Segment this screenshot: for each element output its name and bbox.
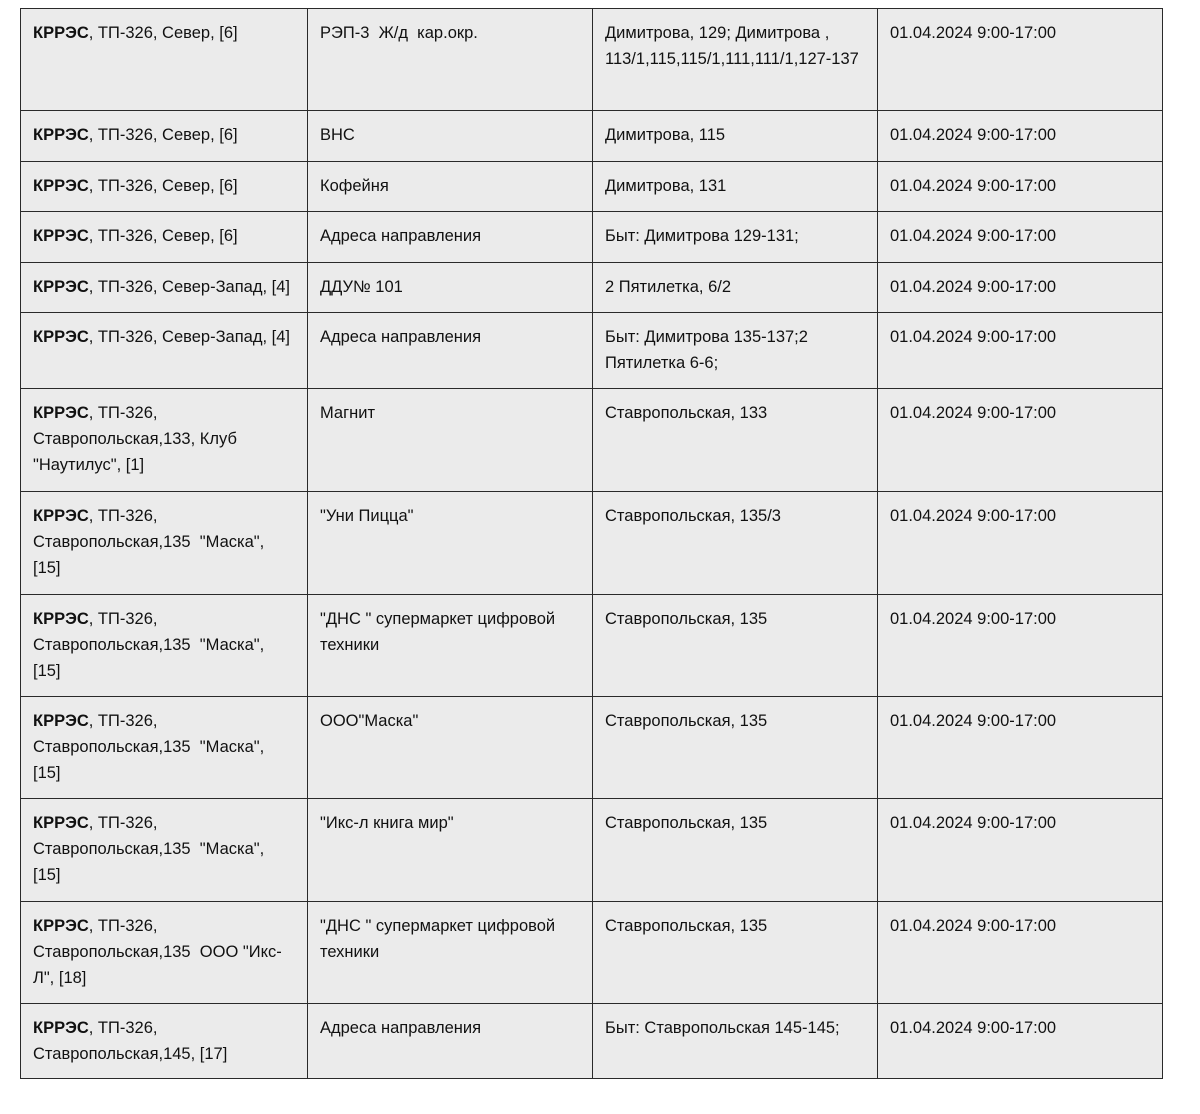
consumer-cell: ВНС	[308, 111, 593, 162]
time-cell: 01.04.2024 9:00-17:00	[878, 902, 1163, 1004]
feeder-cell	[21, 799, 308, 902]
time-cell: 01.04.2024 9:00-17:00	[878, 313, 1163, 389]
feeder-cell	[21, 263, 308, 313]
org-name: КРРЭС	[33, 814, 89, 832]
feeder-cell	[21, 697, 308, 799]
address-cell: Ставропольская, 135/3	[593, 492, 878, 595]
time-cell: 01.04.2024 9:00-17:00	[878, 1004, 1163, 1079]
org-name: КРРЭС	[33, 328, 89, 346]
org-name: КРРЭС	[33, 278, 89, 296]
org-name: КРРЭС	[33, 712, 89, 730]
time-cell: 01.04.2024 9:00-17:00	[878, 492, 1163, 595]
consumer-cell: Кофейня	[308, 162, 593, 212]
feeder-text: , ТП-326, Север, [6]	[88, 177, 238, 195]
table-row	[21, 595, 1163, 697]
feeder-text: , ТП-326, Север, [6]	[88, 24, 238, 42]
table-row	[21, 263, 1163, 313]
org-name: КРРЭС	[33, 24, 89, 42]
address-cell: Димитрова, 131	[593, 162, 878, 212]
table-row	[21, 111, 1163, 162]
org-name: КРРЭС	[33, 404, 89, 422]
consumer-cell: "ДНС " супермаркет цифровой техники	[308, 595, 593, 697]
consumer-cell: Адреса направления	[308, 212, 593, 263]
table-row	[21, 212, 1163, 263]
address-cell: 2 Пятилетка, 6/2	[593, 263, 878, 313]
consumer-cell: РЭП-3 Ж/д кар.окр.	[308, 9, 593, 111]
org-name: КРРЭС	[33, 126, 89, 144]
table-row	[21, 1004, 1163, 1079]
consumer-cell: "ДНС " супермаркет цифровой техники	[308, 902, 593, 1004]
table-row	[21, 492, 1163, 595]
consumer-cell: "Уни Пицца"	[308, 492, 593, 595]
consumer-cell: Адреса направления	[308, 313, 593, 389]
address-cell: Ставропольская, 133	[593, 389, 878, 492]
address-cell: Быт: Димитрова 129-131;	[593, 212, 878, 263]
time-cell: 01.04.2024 9:00-17:00	[878, 799, 1163, 902]
feeder-cell	[21, 492, 308, 595]
org-name: КРРЭС	[33, 227, 89, 245]
feeder-cell	[21, 212, 308, 263]
feeder-text: , ТП-326, Север, [6]	[88, 126, 238, 144]
feeder-cell	[21, 389, 308, 492]
feeder-text: , ТП-326, Север-Запад, [4]	[88, 278, 290, 296]
address-cell: Ставропольская, 135	[593, 697, 878, 799]
org-name: КРРЭС	[33, 610, 89, 628]
table-row	[21, 799, 1163, 902]
address-cell: Быт: Димитрова 135-137;2 Пятилетка 6-6;	[593, 313, 878, 389]
table-row	[21, 162, 1163, 212]
consumer-cell: ООО"Маска"	[308, 697, 593, 799]
feeder-cell	[21, 902, 308, 1004]
address-cell: Димитрова, 115	[593, 111, 878, 162]
time-cell: 01.04.2024 9:00-17:00	[878, 389, 1163, 492]
org-name: КРРЭС	[33, 1019, 89, 1037]
consumer-cell: Адреса направления	[308, 1004, 593, 1079]
time-cell: 01.04.2024 9:00-17:00	[878, 263, 1163, 313]
feeder-text: , ТП-326, Ставропольская,145, [17]	[33, 1019, 228, 1063]
time-cell: 01.04.2024 9:00-17:00	[878, 595, 1163, 697]
feeder-text: , ТП-326, Ставропольская,133, Клуб "Наутилус", [1]	[33, 404, 242, 474]
table-row	[21, 313, 1163, 389]
address-cell: Ставропольская, 135	[593, 902, 878, 1004]
consumer-cell: "Икс-л книга мир"	[308, 799, 593, 902]
feeder-text: , ТП-326, Север-Запад, [4]	[88, 328, 290, 346]
feeder-cell	[21, 1004, 308, 1079]
time-cell: 01.04.2024 9:00-17:00	[878, 697, 1163, 799]
time-cell: 01.04.2024 9:00-17:00	[878, 212, 1163, 263]
table-row	[21, 697, 1163, 799]
feeder-text: , ТП-326, Север, [6]	[88, 227, 238, 245]
feeder-text: , ТП-326, Ставропольская,135 "Маска", [15]	[33, 507, 269, 577]
org-name: КРРЭС	[33, 177, 89, 195]
feeder-text: , ТП-326, Ставропольская,135 ООО "Икс-Л", [18]	[33, 917, 282, 987]
org-name: КРРЭС	[33, 917, 89, 935]
table-row	[21, 9, 1163, 111]
feeder-cell	[21, 595, 308, 697]
feeder-cell	[21, 162, 308, 212]
feeder-text: , ТП-326, Ставропольская,135 "Маска", [15]	[33, 712, 269, 782]
table-row	[21, 902, 1163, 1004]
time-cell: 01.04.2024 9:00-17:00	[878, 9, 1163, 111]
address-cell: Ставропольская, 135	[593, 799, 878, 902]
feeder-text: , ТП-326, Ставропольская,135 "Маска", [15]	[33, 610, 269, 680]
address-cell: Димитрова, 129; Димитрова , 113/1,115,115/1,111,111/1,127-137	[593, 9, 878, 111]
consumer-cell: ДДУ№ 101	[308, 263, 593, 313]
org-name: КРРЭС	[33, 507, 89, 525]
time-cell: 01.04.2024 9:00-17:00	[878, 162, 1163, 212]
consumer-cell: Магнит	[308, 389, 593, 492]
feeder-cell	[21, 9, 308, 111]
table-row	[21, 389, 1163, 492]
address-cell: Быт: Ставропольская 145-145;	[593, 1004, 878, 1079]
feeder-cell	[21, 313, 308, 389]
feeder-text: , ТП-326, Ставропольская,135 "Маска", [15]	[33, 814, 269, 884]
outage-table	[20, 8, 1163, 1079]
time-cell: 01.04.2024 9:00-17:00	[878, 111, 1163, 162]
address-cell: Ставропольская, 135	[593, 595, 878, 697]
feeder-cell	[21, 111, 308, 162]
